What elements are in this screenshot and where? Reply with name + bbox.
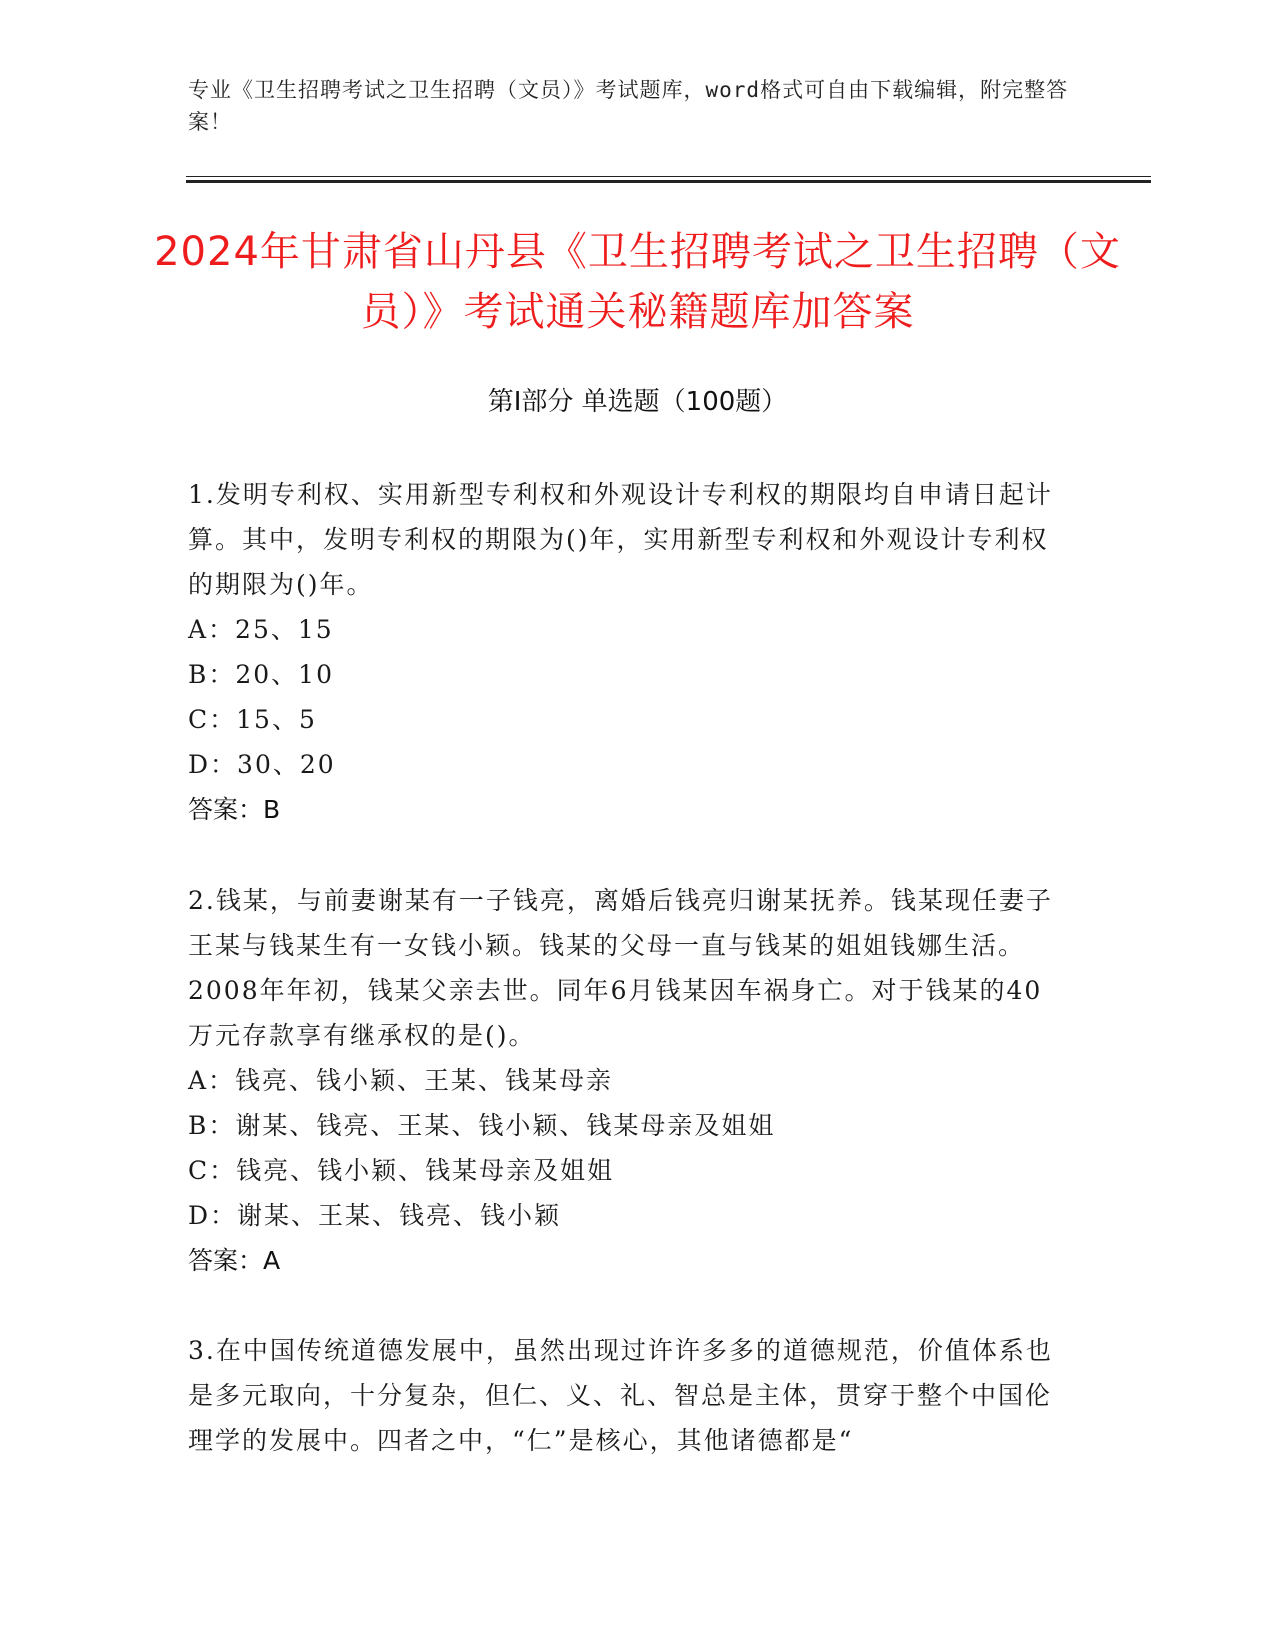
- question-1: [188, 472, 1063, 832]
- header-divider-thin: [186, 176, 1151, 177]
- question-stem: 3.在中国传统道德发展中，虽然出现过许许多多的道德规范，价值体系也是多元取向，十分复杂，但仁、义、礼、智总是主体，贯穿于整个中国伦理学的发展中。四者之中，“仁”是核心，其他诸德都是“: [188, 1336, 1053, 1455]
- question-stem: 1.发明专利权、实用新型专利权和外观设计专利权的期限均自申请日起计算。其中，发明专利权的期限为()年，实用新型专利权和外观设计专利权的期限为()年。: [188, 480, 1053, 599]
- option-d: D：谢某、王某、钱亮、钱小颖: [188, 1201, 562, 1230]
- option-c: C：钱亮、钱小颖、钱某母亲及姐姐: [188, 1156, 615, 1185]
- header-divider-thick: [186, 180, 1151, 183]
- question-2: [188, 878, 1063, 1283]
- answer: 答案：A: [188, 1246, 281, 1275]
- option-c: C：15、5: [188, 705, 317, 734]
- option-b: B：20、10: [188, 660, 334, 689]
- header-note: 专业《卫生招聘考试之卫生招聘（文员）》考试题库，word格式可自由下载编辑，附完整答案！: [188, 78, 1069, 134]
- option-a: A：钱亮、钱小颖、王某、钱某母亲: [188, 1066, 614, 1095]
- option-b: B：谢某、钱亮、王某、钱小颖、钱某母亲及姐姐: [188, 1111, 776, 1140]
- option-d: D：30、20: [188, 750, 336, 779]
- option-a: A：25、15: [188, 615, 334, 644]
- question-stem: 2.钱某，与前妻谢某有一子钱亮，离婚后钱亮归谢某抚养。钱某现任妻子王某与钱某生有一女钱小颖。钱某的父母一直与钱某的姐姐钱娜生活。2008年年初，钱某父亲去世。同年6月钱某因车祸身亡。对于钱某的40万元存款享有继承权的是()。: [188, 886, 1053, 1050]
- answer: 答案：B: [188, 795, 281, 824]
- section-title: 第Ⅰ部分 单选题（100题）: [487, 387, 788, 417]
- question-3: [188, 1328, 1063, 1463]
- document-title: 2024年甘肃省山丹县《卫生招聘考试之卫生招聘（文员）》考试通关秘籍题库加答案: [154, 229, 1121, 335]
